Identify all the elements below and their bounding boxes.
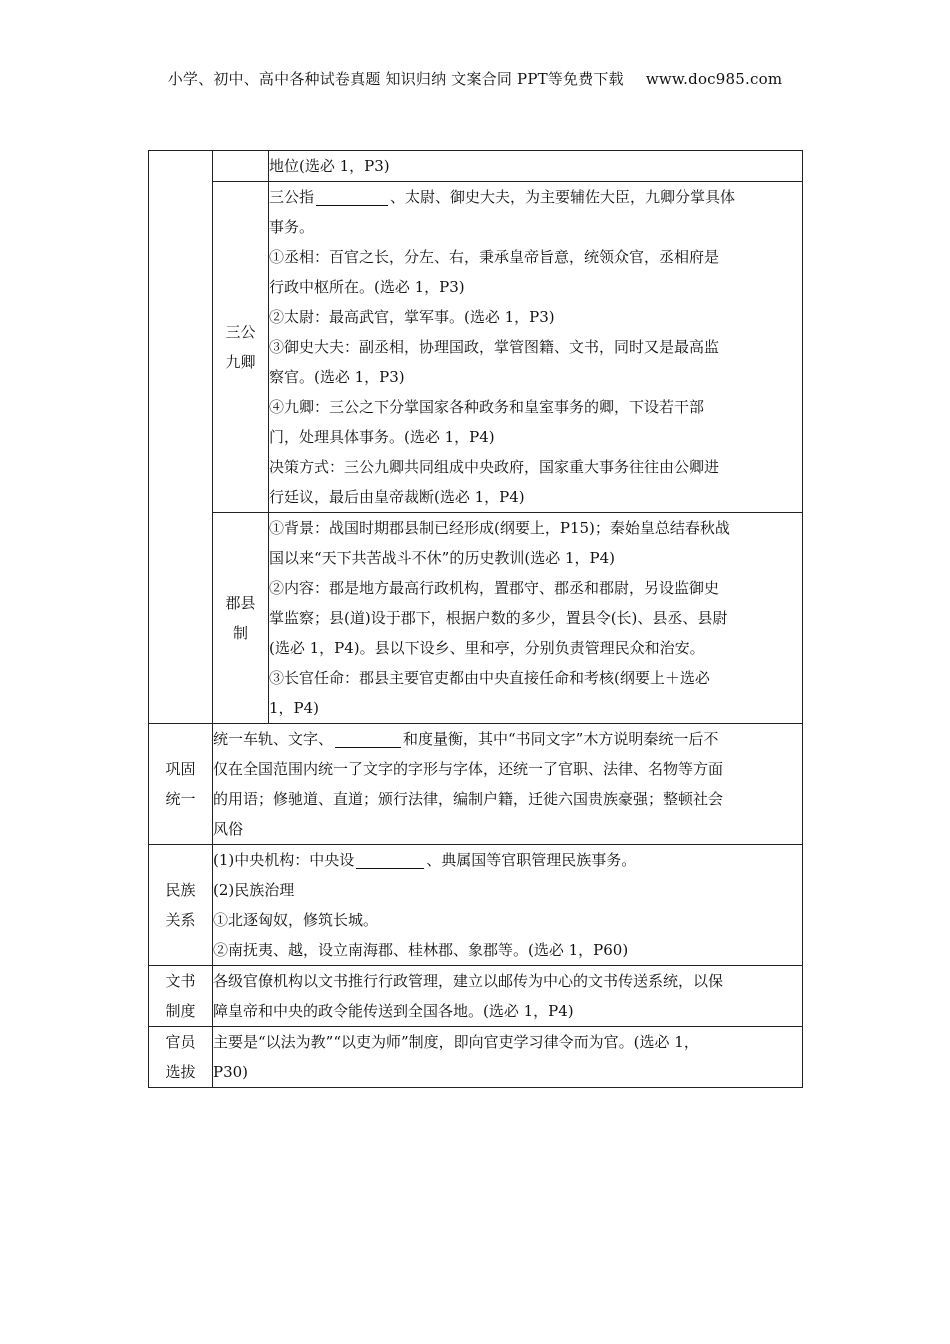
- table-row: [149, 1027, 803, 1088]
- fill-blank: [335, 729, 401, 748]
- fill-blank: [316, 187, 388, 206]
- table-row: [149, 845, 803, 966]
- category-label-gonggu: 巩固 统一: [149, 724, 213, 845]
- table-row: [149, 182, 803, 513]
- header-left-text: 小学、初中、高中各种试卷真题 知识归纳 文案合同 PPT等免费下载: [167, 70, 624, 88]
- content-cell-sangong: 三公指 、太尉、御史大夫，为主要辅佐大臣，九卿分掌具体 事务。 ①丞相：百官之长，分左、右，秉承皇帝旨意，统领众官，丞相府是 行政中枢所在。(选必 1，P3) ②太尉：最高武官，掌军事。(选必 1，P3) ③御史大夫：副丞相，协理国政，掌管图籍、文书，同时又是最高监 察官。(选必 1，P3) ④九卿：三公之下分掌国家各种政务和皇室事务的卿，下设若干部 门，处理具体事务。(选必 1，P4) 决策方式：三公九卿共同组成中央政府，国家重大事务往往由公卿进 行廷议，最后由皇帝裁断(选必 1，P4): [269, 182, 803, 513]
- content-cell: [269, 151, 803, 182]
- table-row: [149, 151, 803, 182]
- content-cell-guanyuan: 主要是“以法为教”“以吏为师”制度，即向官吏学习律令而为官。(选必 1， P30): [213, 1027, 803, 1088]
- category-label-minzu: 民族 关系: [149, 845, 213, 966]
- fill-blank: [356, 850, 424, 869]
- table-row: [149, 513, 803, 724]
- header-url: www.doc985.com: [645, 70, 783, 88]
- sub-label-junxian: 郡县 制: [213, 513, 269, 724]
- table-row: [149, 724, 803, 845]
- table-row: [149, 966, 803, 1027]
- content-cell-junxian: ①背景：战国时期郡县制已经形成(纲要上，P15)；秦始皇总结春秋战 国以来“天下共苦战斗不休”的历史教训(选必 1，P4) ②内容：郡是地方最高行政机构，置郡守、郡丞和郡尉，另设监御史 掌监察；县(道)设于郡下，根据户数的多少，置县令(长)、县丞、县尉 (选必 1，P4)。县以下设乡、里和亭，分别负责管理民众和治安。 ③长官任命：郡县主要官吏都由中央直接任命和考核(纲要上＋选必 1，P4): [269, 513, 803, 724]
- sub-cell-empty: [213, 151, 269, 182]
- category-label-wenshu: 文书 制度: [149, 966, 213, 1027]
- content-cell-gonggu: 统一车轨、文字、 和度量衡，其中“书同文字”木方说明秦统一后不 仅在全国范围内统一了文字的字形与字体，还统一了官职、法律、名物等方面 的用语；修驰道、直道；颁行法律，编制户籍，迁徙六国贵族豪强；整顿社会 风俗: [213, 724, 803, 845]
- notes-table: [148, 150, 803, 1088]
- sub-label-sangong: 三公 九卿: [213, 182, 269, 513]
- category-label-guanyuan: 官员 选拔: [149, 1027, 213, 1088]
- content-cell-wenshu: 各级官僚机构以文书推行行政管理，建立以邮传为中心的文书传送系统，以保 障皇帝和中央的政令能传送到全国各地。(选必 1，P4): [213, 966, 803, 1027]
- content-cell-minzu: (1)中央机构：中央设 、典属国等官职管理民族事务。 (2)民族治理 ①北逐匈奴，修筑长城。 ②南抚夷、越，设立南海郡、桂林郡、象郡等。(选必 1，P60): [213, 845, 803, 966]
- category-cell-empty: [149, 151, 213, 724]
- page-header: [0, 68, 950, 89]
- content-line: 地位(选必 1，P3): [269, 157, 390, 175]
